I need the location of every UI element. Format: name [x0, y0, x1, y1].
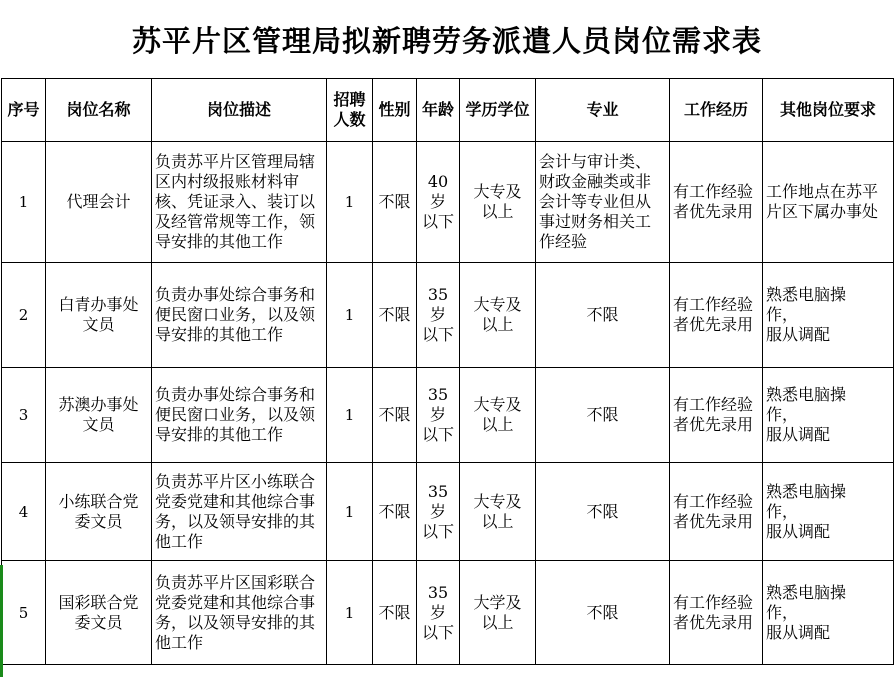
cell-experience: 有工作经验者优先录用 — [670, 368, 763, 463]
cell-position: 小练联合党 委文员 — [46, 463, 152, 561]
cell-education: 大专及 以上 — [460, 142, 536, 263]
header-count: 招聘 人数 — [327, 79, 373, 142]
cell-description: 负责办事处综合事务和便民窗口业务，以及领导安排的其他工作 — [152, 368, 327, 463]
cell-experience: 有工作经验者优先录用 — [670, 561, 763, 665]
cell-other: 工作地点在苏平片区下属办事处 — [763, 142, 894, 263]
table-row — [2, 142, 894, 263]
cell-position: 苏澳办事处 文员 — [46, 368, 152, 463]
cell-description: 负责苏平片区国彩联合党委党建和其他综合事务，以及领导安排的其他工作 — [152, 561, 327, 665]
selection-edge-marker — [0, 565, 3, 677]
cell-seq: 1 — [2, 142, 46, 263]
cell-count: 1 — [327, 263, 373, 368]
cell-count: 1 — [327, 142, 373, 263]
cell-experience: 有工作经验者优先录用 — [670, 142, 763, 263]
cell-count: 1 — [327, 368, 373, 463]
cell-age: 35岁 以下 — [417, 263, 460, 368]
header-description: 岗位描述 — [152, 79, 327, 142]
cell-description: 负责苏平片区小练联合党委党建和其他综合事务，以及领导安排的其他工作 — [152, 463, 327, 561]
cell-gender: 不限 — [373, 368, 417, 463]
cell-experience: 有工作经验者优先录用 — [670, 463, 763, 561]
cell-major: 不限 — [536, 263, 670, 368]
cell-age: 35岁 以下 — [417, 463, 460, 561]
cell-age: 40岁 以下 — [417, 142, 460, 263]
cell-gender: 不限 — [373, 561, 417, 665]
cell-gender: 不限 — [373, 263, 417, 368]
cell-description: 负责办事处综合事务和便民窗口业务，以及领导安排的其他工作 — [152, 263, 327, 368]
cell-seq: 3 — [2, 368, 46, 463]
page-title: 苏平片区管理局拟新聘劳务派遣人员岗位需求表 — [131, 23, 762, 58]
header-row — [2, 79, 894, 142]
cell-education: 大专及 以上 — [460, 368, 536, 463]
cell-position: 白青办事处 文员 — [46, 263, 152, 368]
cell-seq: 5 — [2, 561, 46, 665]
header-position: 岗位名称 — [46, 79, 152, 142]
cell-major: 不限 — [536, 463, 670, 561]
cell-description: 负责苏平片区管理局辖区内村级报账材料审核、凭证录入、装订以及经管常规等工作，领导安排的其他工作 — [152, 142, 327, 263]
cell-education: 大专及 以上 — [460, 463, 536, 561]
header-experience: 工作经历 — [670, 79, 763, 142]
cell-experience: 有工作经验者优先录用 — [670, 263, 763, 368]
cell-education: 大专及 以上 — [460, 263, 536, 368]
table-row — [2, 368, 894, 463]
cell-seq: 2 — [2, 263, 46, 368]
header-seq: 序号 — [2, 79, 46, 142]
cell-count: 1 — [327, 561, 373, 665]
header-age: 年龄 — [417, 79, 460, 142]
table-row — [2, 561, 894, 665]
header-gender: 性别 — [373, 79, 417, 142]
header-major: 专业 — [536, 79, 670, 142]
cell-major: 不限 — [536, 368, 670, 463]
cell-count: 1 — [327, 463, 373, 561]
cell-age: 35岁 以下 — [417, 368, 460, 463]
header-education: 学历学位 — [460, 79, 536, 142]
cell-education: 大学及 以上 — [460, 561, 536, 665]
header-other: 其他岗位要求 — [763, 79, 894, 142]
cell-other: 熟悉电脑操 作， 服从调配 — [763, 263, 894, 368]
cell-other: 熟悉电脑操 作， 服从调配 — [763, 463, 894, 561]
cell-seq: 4 — [2, 463, 46, 561]
cell-other: 熟悉电脑操 作， 服从调配 — [763, 368, 894, 463]
cell-position: 代理会计 — [46, 142, 152, 263]
cell-gender: 不限 — [373, 463, 417, 561]
cell-other: 熟悉电脑操 作， 服从调配 — [763, 561, 894, 665]
cell-gender: 不限 — [373, 142, 417, 263]
cell-age: 35岁 以下 — [417, 561, 460, 665]
position-table — [1, 78, 894, 665]
cell-position: 国彩联合党 委文员 — [46, 561, 152, 665]
cell-major: 会计与审计类、财政金融类或非会计等专业但从事过财务相关工作经验 — [536, 142, 670, 263]
table-row — [2, 263, 894, 368]
table-row — [2, 463, 894, 561]
cell-major: 不限 — [536, 561, 670, 665]
